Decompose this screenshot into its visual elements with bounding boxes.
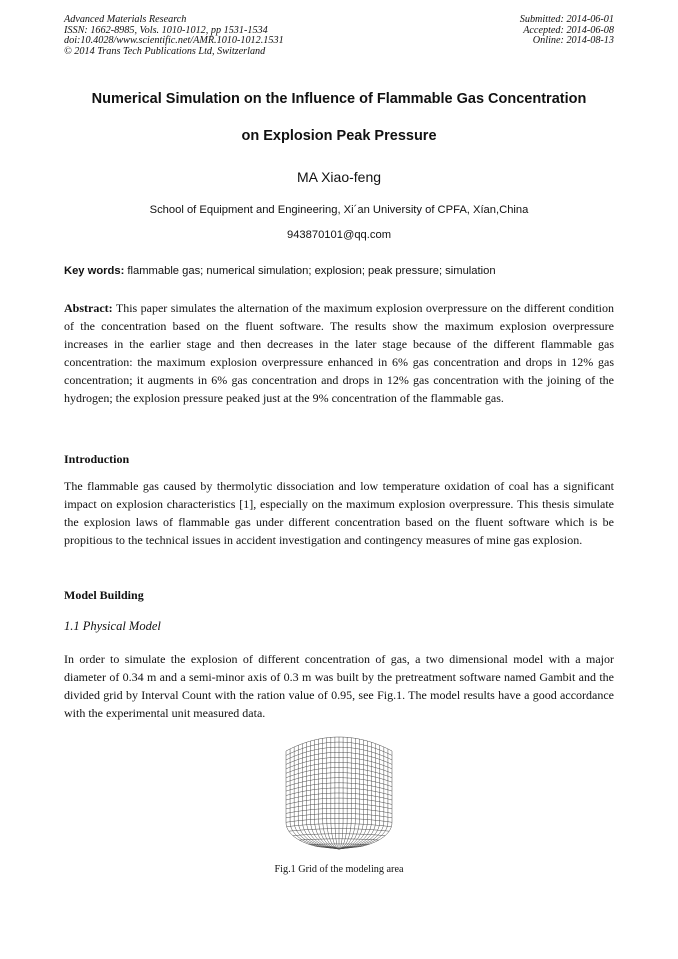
paper-title-line-1: Numerical Simulation on the Influence of Flammable Gas Concentration <box>91 91 587 107</box>
introduction-body: The flammable gas caused by thermolytic dissociation and low temperature oxidation of coal has a significant impact on explosion characteristics [1], especially on the maximum explosion overpressure. This thesis simulate the explosion laws of flammable gas under different concentration based on the fluent software which is be propitious to the technical issues in accident investigation and contingency measures of mine gas explosion. <box>64 479 614 548</box>
grid-figure <box>284 733 394 856</box>
paper-title-line-2: on Explosion Peak Pressure <box>241 128 437 144</box>
author-email: 943870101@qq.com <box>286 229 392 241</box>
dates-header <box>520 15 614 47</box>
introduction-heading: Introduction <box>64 452 130 466</box>
model-building-heading: Model Building <box>64 588 144 602</box>
copyright-line: © 2014 Trans Tech Publications Ltd, Switzerland <box>64 45 266 57</box>
abstract-text: This paper simulates the alternation of the maximum explosion overpressure on the different condition of the concentration based on the fluent software. The results show the maximum explosion overpressure increases in the earlier stage and then decreases in the later stage because of the different flammable gas concentration: the maximum explosion overpressure enhanced in 6% gas concentration and drops in 12% gas concentration; it augments in 6% gas concentration and drops in 12% gas concentration with the joining of the hydrogen; the explosion pressure peaked just at the 9% concentration of the flammable gas. <box>64 301 614 406</box>
abstract <box>64 299 614 408</box>
grid-line <box>302 744 339 849</box>
figure-caption: Fig.1 Grid of the modeling area <box>274 864 404 875</box>
issn-line: ISSN: 1662-8985, Vols. 1010-1012, pp 1531-1534 <box>64 24 268 36</box>
submitted-date: Submitted: 2014-06-01 <box>519 14 614 25</box>
grid-line <box>339 744 376 849</box>
keywords <box>64 265 616 277</box>
online-date: Online: 2014-08-13 <box>532 35 614 47</box>
author-affiliation: School of Equipment and Engineering, Xi´an University of CPFA, Xían,China <box>149 204 529 216</box>
grid-line <box>339 739 359 849</box>
keywords-text: flammable gas; numerical simulation; explosion; peak pressure; simulation <box>124 265 496 277</box>
author-name: MA Xiao-feng <box>296 169 382 185</box>
accepted-date: Accepted: 2014-06-08 <box>523 24 614 36</box>
abstract-label: Abstract: <box>64 301 113 315</box>
journal-name: Advanced Materials Research <box>64 14 187 25</box>
grid-line <box>319 739 339 849</box>
physical-model-body: In order to simulate the explosion of different concentration of gas, a two dimensional model with a major diameter of 0.34 m and a semi-minor axis of 0.3 m was built by the pretreatment software named Gambit and the divided grid by Interval Count with the ration value of 0.95, see Fig.1. The model results have a good accordance with the experimental unit measured data. <box>64 652 614 721</box>
keywords-label: Key words: <box>64 265 125 277</box>
physical-model-subheading: 1.1 Physical Model <box>64 619 161 633</box>
grid-mesh-image <box>284 733 394 851</box>
doi-line: doi:10.4028/www.scientific.net/AMR.1010-1012.1531 <box>64 35 284 47</box>
journal-header <box>64 15 284 57</box>
